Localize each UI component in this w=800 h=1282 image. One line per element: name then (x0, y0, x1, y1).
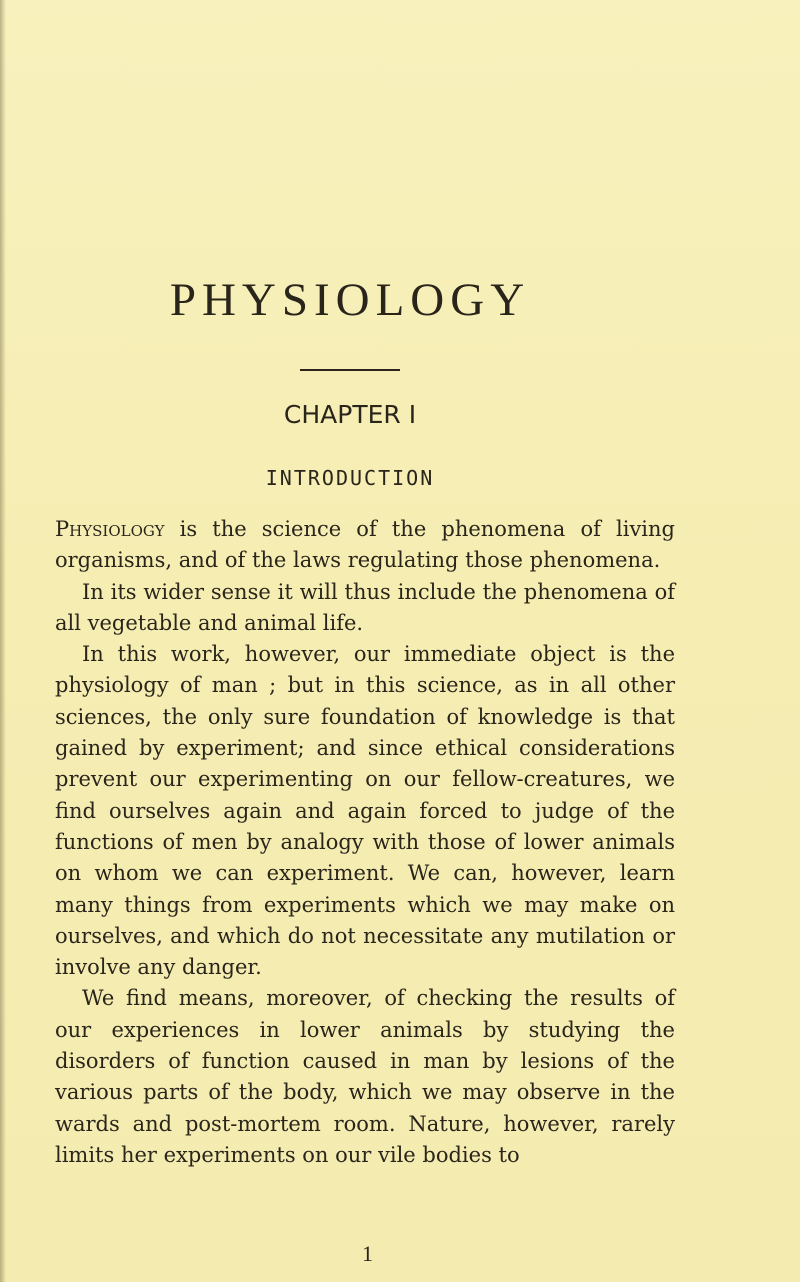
paragraph-lead-word: Physiology (55, 517, 165, 541)
paragraph-4: We find means, moreover, of checking the results of our experiences in lower animals by studying the disorders of function caused in man by lesions of the various parts of the body, which we may observe in the wards and post-mortem room. Nature, however, rarely limits her experiments on our vile bodies to (55, 986, 675, 1167)
paragraph-3: In this work, however, our immediate object is the physiology of man ; but in this science, as in all other sciences, the only sure foundation of knowledge is that gained by experiment; and since ethical considerations prevent our experimenting on our fellow-creatures, we find ourselves again and again forced to judge of the functions of men by analogy with those of lower animals on whom we can experiment. We can, however, learn many things from experiments which we may make on ourselves, and which do not necessitate any mutilation or involve any danger. (55, 642, 675, 980)
title-rule-divider (300, 369, 400, 371)
paragraph-2: In its wider sense it will thus include the phenomena of all vegetable and animal life. (55, 579, 675, 635)
section-heading: INTRODUCTION (265, 466, 435, 490)
chapter-heading: CHAPTER I (283, 400, 417, 429)
body-text (55, 514, 675, 1171)
book-title: PHYSIOLOGY (169, 274, 531, 326)
page-binding-shadow (0, 0, 6, 1282)
paragraph-1 (55, 514, 675, 577)
paragraph-1-text: is the science of the phenomena of living organisms, and of the laws regulating those phenomena. (55, 517, 675, 573)
page-number: 1 (362, 1241, 373, 1266)
